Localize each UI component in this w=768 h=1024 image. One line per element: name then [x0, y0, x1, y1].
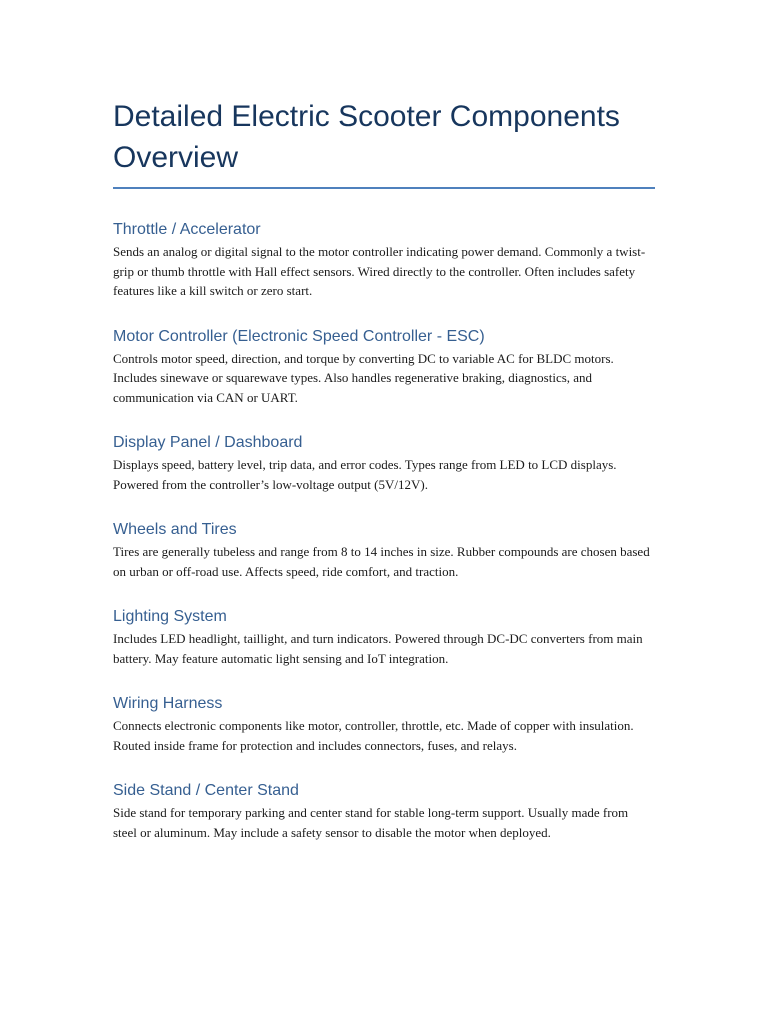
section-body: Tires are generally tubeless and range from 8 to 14 inches in size. Rubber compounds are chosen based on urban or off-road use. Affects speed, ride comfort, and traction. [113, 544, 650, 579]
section-heading: Lighting System [113, 608, 227, 625]
section-stand [113, 780, 655, 842]
section-wiring-harness [113, 693, 655, 755]
section-body: Connects electronic components like motor, controller, throttle, etc. Made of copper with insulation. Routed inside frame for protection and includes connectors, fuses, and relays. [113, 718, 634, 753]
section-wheels-tires [113, 519, 655, 581]
section-heading: Wiring Harness [113, 695, 223, 712]
section-body: Side stand for temporary parking and center stand for stable long-term support. Usually made from steel or aluminum. May include a safety sensor to disable the motor when deployed. [113, 805, 629, 840]
section-display-panel [113, 432, 655, 494]
section-lighting-system [113, 606, 655, 668]
section-motor-controller [113, 326, 655, 408]
section-heading: Display Panel / Dashboard [113, 434, 303, 451]
document-title: Detailed Electric Scooter Components Overview [113, 100, 620, 174]
section-heading: Side Stand / Center Stand [113, 782, 299, 799]
section-body: Sends an analog or digital signal to the motor controller indicating power demand. Commonly a twist-grip or thumb throttle with Hall effect sensors. Wired directly to the controller. Often includes safety features like a kill switch or zero start. [113, 244, 646, 298]
section-throttle [113, 219, 655, 301]
section-heading: Motor Controller (Electronic Speed Controller - ESC) [113, 327, 485, 345]
section-body: Controls motor speed, direction, and torque by converting DC to variable AC for BLDC motors. Includes sinewave or squarewave types. Also handles regenerative braking, diagnostics, and communication via CAN or UART. [113, 350, 614, 405]
section-heading: Wheels and Tires [113, 521, 237, 538]
section-body: Includes LED headlight, taillight, and turn indicators. Powered through DC-DC converters from main battery. May feature automatic light sensing and IoT integration. [113, 631, 643, 666]
document-page [113, 96, 655, 842]
section-body: Displays speed, battery level, trip data, and error codes. Types range from LED to LCD displays. Powered from the controller’s low-voltage output (5V/12V). [113, 457, 617, 492]
title-divider [113, 187, 655, 189]
section-heading: Throttle / Accelerator [113, 221, 261, 238]
